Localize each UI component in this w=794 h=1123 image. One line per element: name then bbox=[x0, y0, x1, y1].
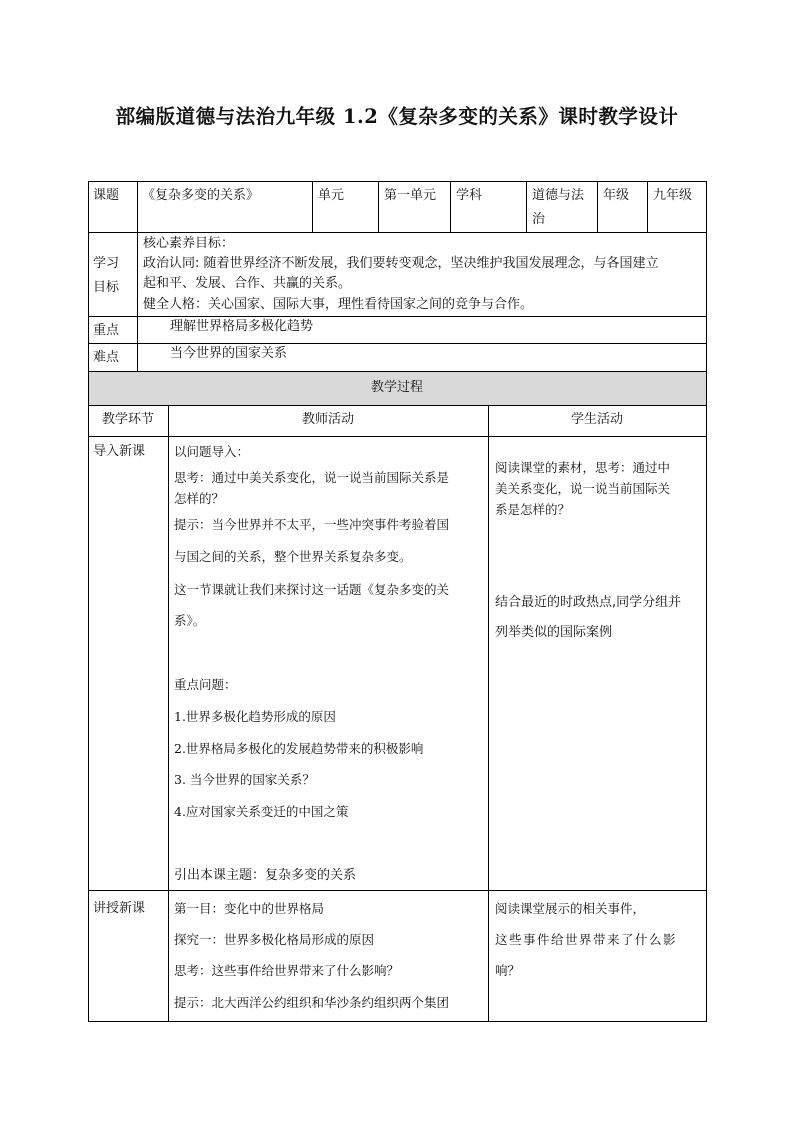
intro-student-line: 结合最近的时政热点,同学分组并 bbox=[495, 595, 682, 610]
lecture-teacher-line: 提示：北大西洋公约组织和华沙条约组织两个集团 bbox=[174, 995, 450, 1010]
difficult-point-label: 难点 bbox=[93, 350, 120, 365]
rule bbox=[526, 181, 527, 232]
goals-line: 健全人格：关心国家、国际大事，理性看待国家之间的竞争与合作。 bbox=[143, 297, 534, 312]
intro-teacher-line: 3. 当今世界的国家关系？ bbox=[174, 772, 315, 787]
subject-value-line2: 治 bbox=[532, 212, 546, 227]
rule bbox=[488, 405, 489, 1021]
col-teacher-header: 教师活动 bbox=[301, 412, 354, 427]
rule bbox=[137, 181, 138, 232]
intro-teacher-line: 2.世界格局多极化的发展趋势带来的积极影响 bbox=[174, 741, 424, 756]
intro-teacher-line: 这一节课就让我们来探讨这一话题《复杂多变的关 bbox=[174, 582, 450, 597]
goals-label-line1: 学习 bbox=[93, 256, 120, 271]
col-stage-header: 教学环节 bbox=[101, 412, 154, 427]
rule bbox=[312, 181, 313, 232]
intro-teacher-line: 怎样的？ bbox=[174, 491, 225, 506]
lecture-student-line: 这些事件给世界带来了什么影 bbox=[495, 932, 678, 947]
rule bbox=[378, 181, 379, 232]
grade-value: 九年级 bbox=[653, 188, 693, 203]
unit-label: 单元 bbox=[318, 188, 345, 203]
subject-value-line1: 道德与法 bbox=[532, 188, 585, 203]
lecture-teacher-line: 探究一：世界多极化格局形成的原因 bbox=[174, 932, 375, 947]
intro-student-line: 美关系变化，说一说当前国际关 bbox=[495, 481, 671, 496]
intro-teacher-line: 以问题导入： bbox=[174, 444, 250, 459]
intro-stage-label: 导入新课 bbox=[93, 444, 146, 459]
rule bbox=[168, 405, 169, 1021]
rule bbox=[706, 181, 707, 1022]
goals-line: 起和平、发展、合作、共赢的关系。 bbox=[143, 276, 352, 291]
rule bbox=[88, 181, 707, 182]
intro-teacher-line: 引出本课主题：复杂多变的关系 bbox=[174, 868, 357, 883]
grade-label: 年级 bbox=[603, 188, 630, 203]
rule bbox=[597, 181, 598, 232]
intro-teacher-line: 4.应对国家关系变迁的中国之策 bbox=[174, 804, 349, 819]
unit-value: 第一单元 bbox=[384, 188, 437, 203]
lecture-student-line: 阅读课堂展示的相关事件， bbox=[495, 901, 646, 916]
process-title: 教学过程 bbox=[370, 380, 423, 395]
intro-student-line: 系是怎样的？ bbox=[495, 502, 571, 517]
subject-label: 学科 bbox=[456, 188, 483, 203]
rule bbox=[137, 232, 138, 371]
rule bbox=[88, 181, 89, 1022]
lecture-teacher-line: 思考：这些事件给世界带来了什么影响？ bbox=[174, 963, 400, 978]
rule bbox=[88, 405, 707, 406]
rule bbox=[647, 181, 648, 232]
goals-line: 核心素养目标： bbox=[143, 236, 235, 251]
key-point-label: 重点 bbox=[93, 323, 120, 338]
lecture-stage-label: 讲授新课 bbox=[93, 901, 146, 916]
difficult-point-text: 当今世界的国家关系 bbox=[170, 346, 288, 361]
topic-label: 课题 bbox=[93, 188, 120, 203]
intro-teacher-line: 重点问题： bbox=[174, 677, 237, 692]
intro-student-line: 列举类似的国际案例 bbox=[495, 625, 613, 640]
rule bbox=[88, 890, 707, 891]
intro-teacher-line: 系》。 bbox=[174, 613, 206, 628]
intro-student-line: 阅读课堂的素材，思考：通过中 bbox=[495, 460, 671, 475]
rule bbox=[450, 181, 451, 232]
rule bbox=[88, 371, 707, 372]
goals-label-line2: 目标 bbox=[93, 280, 120, 295]
intro-teacher-line: 思考：通过中美关系变化，说一说当前国际关系是 bbox=[174, 470, 450, 485]
goals-line: 政治认同: 随着世界经济不断发展，我们要转变观念，坚决维护我国发展理念，与各国建立 bbox=[143, 256, 659, 271]
intro-teacher-line: 1.世界多极化趋势形成的原因 bbox=[174, 709, 336, 724]
rule bbox=[88, 436, 707, 437]
intro-teacher-line: 提示：当今世界并不太平，一些冲突事件考验着国 bbox=[174, 517, 450, 532]
lecture-teacher-line: 第一目：变化中的世界格局 bbox=[174, 901, 325, 916]
col-student-header: 学生活动 bbox=[570, 412, 623, 427]
rule bbox=[88, 1021, 707, 1022]
topic-value: 《复杂多变的关系》 bbox=[142, 188, 260, 203]
lecture-student-line: 响？ bbox=[495, 963, 521, 978]
key-point-text: 理解世界格局多极化趋势 bbox=[170, 319, 314, 334]
intro-teacher-line: 与国之间的关系，整个世界关系复杂多变。 bbox=[174, 549, 412, 564]
document-title: 部编版道德与法治九年级 1.2《复杂多变的关系》课时教学设计 bbox=[115, 105, 679, 128]
